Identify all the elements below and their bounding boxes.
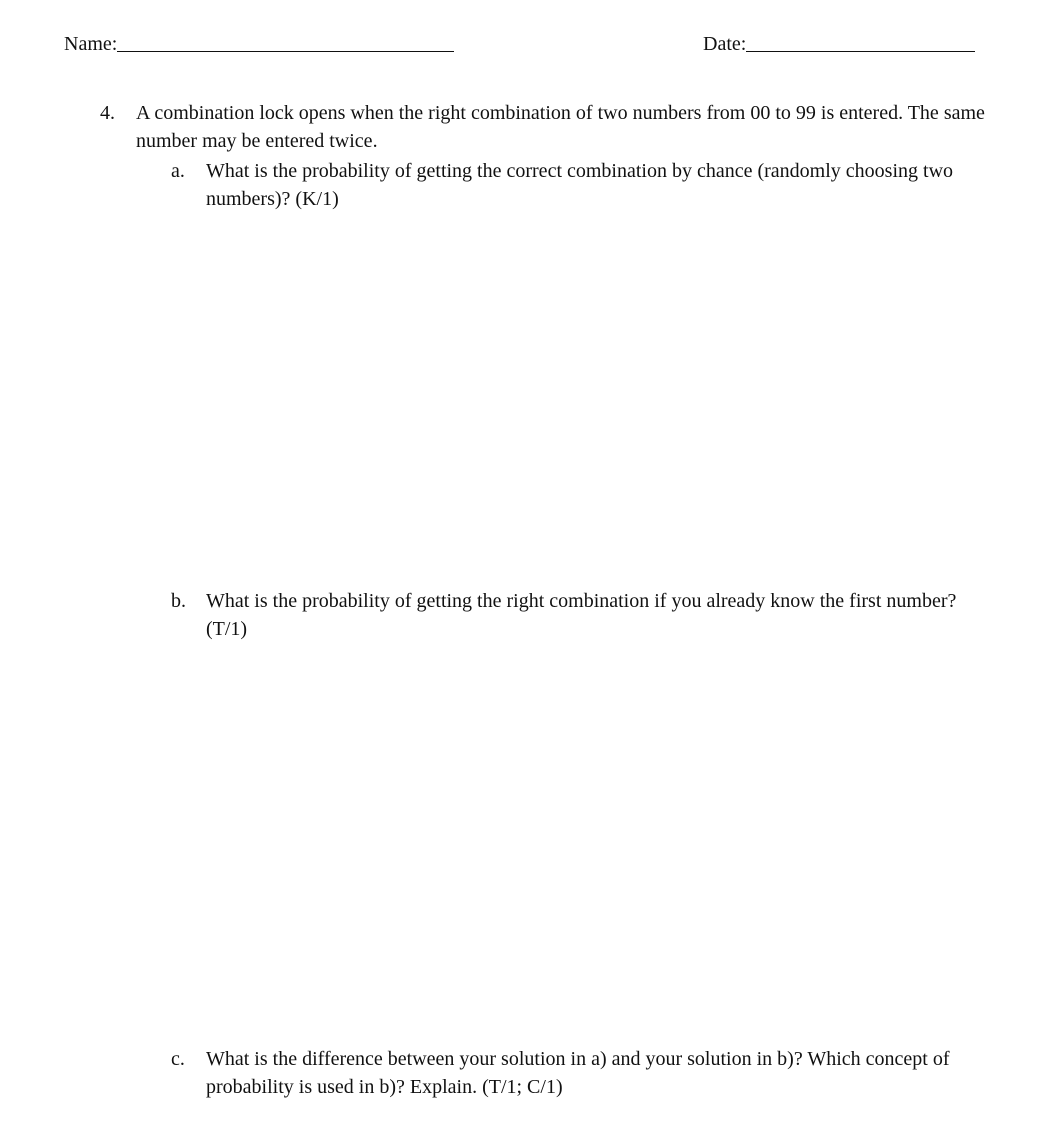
- name-label: Name:: [64, 33, 118, 55]
- part-letter: b.: [171, 590, 186, 612]
- question-number: 4.: [100, 102, 115, 124]
- date-field[interactable]: [703, 29, 975, 58]
- part-text: What is the difference between your solution in a) and your solution in b)? Which concept of probability is used in b)? Explain. (T/1; C/1): [206, 1048, 950, 1098]
- question-stem: A combination lock opens when the right combination of two numbers from 00 to 99 is entered. The same number may be entered twice.: [136, 102, 985, 152]
- part-text: What is the probability of getting the correct combination by chance (randomly choosing two numbers)? (K/1): [206, 160, 954, 210]
- part-letter: a.: [171, 160, 185, 182]
- name-field[interactable]: [64, 29, 454, 58]
- part-letter: c.: [171, 1048, 185, 1070]
- part-text: What is the probability of getting the right combination if you already know the first number? (T/1): [206, 590, 957, 640]
- name-blank-line[interactable]: [117, 31, 454, 52]
- date-label: Date:: [703, 33, 747, 55]
- date-blank-line[interactable]: [746, 31, 975, 52]
